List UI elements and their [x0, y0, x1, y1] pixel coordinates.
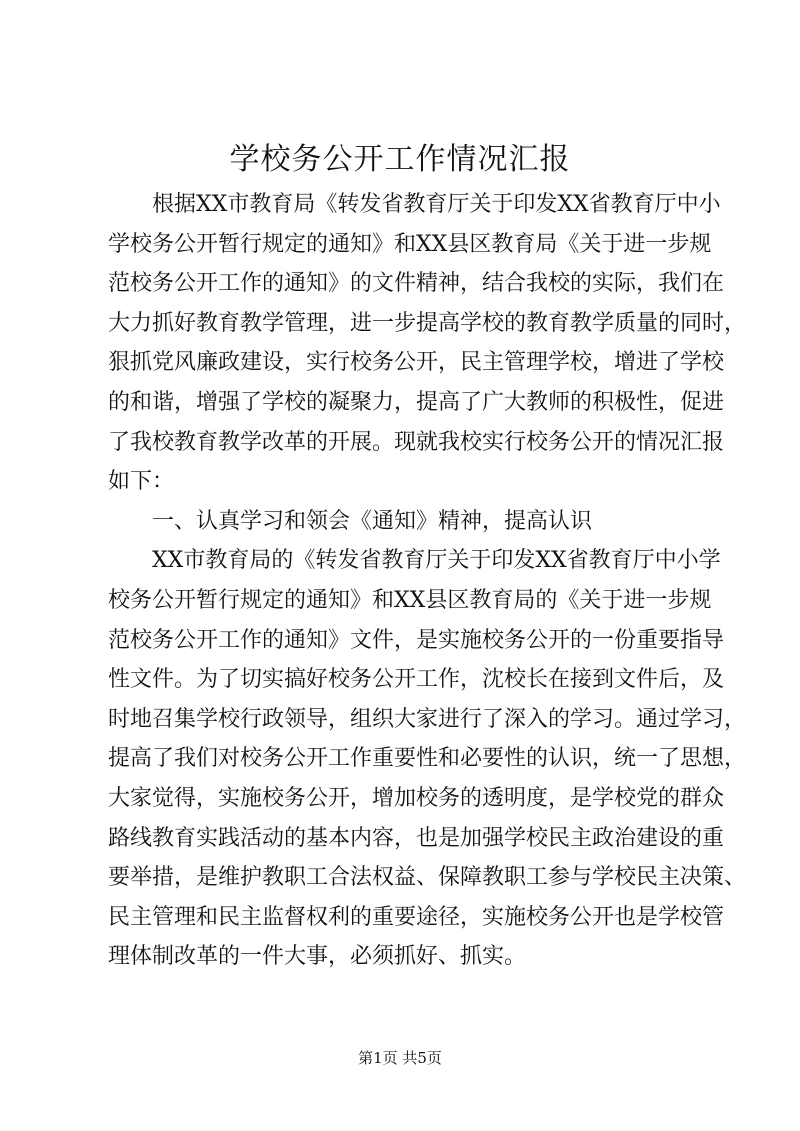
paragraph-line: 民主管理和民主监督权利的重要途径，实施校务公开也是学校管 [108, 904, 725, 930]
paragraph-line: 根据XX市教育局《转发省教育厅关于印发XX省教育厅中小 [152, 192, 721, 217]
paragraph-line: 了我校教育教学改革的开展。现就我校实行校务公开的情况汇报 [108, 429, 725, 455]
paragraph-line: 学校务公开暂行规定的通知》和XX县区教育局《关于进一步规 [108, 231, 712, 257]
page-footer: 第1页 共5页 [358, 1049, 442, 1067]
paragraph-line: 范校务公开工作的通知》文件，是实施校务公开的一份重要指导 [108, 627, 725, 653]
paragraph-line: 校务公开暂行规定的通知》和XX县区教育局的《关于进一步规 [108, 587, 712, 613]
section-heading: 一、认真学习和领会《通知》精神，提高认识 [152, 508, 593, 534]
paragraph-line: XX市教育局的《转发省教育厅关于印发XX省教育厅中小学 [152, 548, 721, 574]
paragraph-line: 要举措，是维护教职工合法权益、保障教职工参与学校民主决策、 [108, 865, 747, 891]
document-body [108, 185, 747, 977]
paragraph-line: 路线教育实践活动的基本内容，也是加强学校民主政治建设的重 [108, 825, 725, 851]
paragraph-line: 的和谐，增强了学校的凝聚力，提高了广大教师的积极性，促进 [108, 389, 725, 415]
paragraph-line: 提高了我们对校务公开工作重要性和必要性的认识，统一了思想， [108, 746, 747, 772]
paragraph-line: 大力抓好教育教学管理，进一步提高学校的教育教学质量的同时， [108, 310, 747, 336]
paragraph-line: 狠抓党风廉政建设，实行校务公开，民主管理学校，增进了学校 [108, 350, 725, 376]
paragraph-line: 性文件。为了切实搞好校务公开工作，沈校长在接到文件后，及 [108, 667, 725, 693]
document-title: 学校务公开工作情况汇报 [229, 142, 571, 177]
paragraph-line: 大家觉得，实施校务公开，增加校务的透明度，是学校党的群众 [108, 785, 725, 811]
paragraph-line: 理体制改革的一件大事，必须抓好、抓实。 [108, 944, 527, 970]
paragraph-line: 范校务公开工作的通知》的文件精神，结合我校的实际，我们在 [108, 271, 725, 297]
paragraph-line: 时地召集学校行政领导，组织大家进行了深入的学习。通过学习， [108, 706, 747, 732]
paragraph-line: 如下： [108, 469, 175, 495]
